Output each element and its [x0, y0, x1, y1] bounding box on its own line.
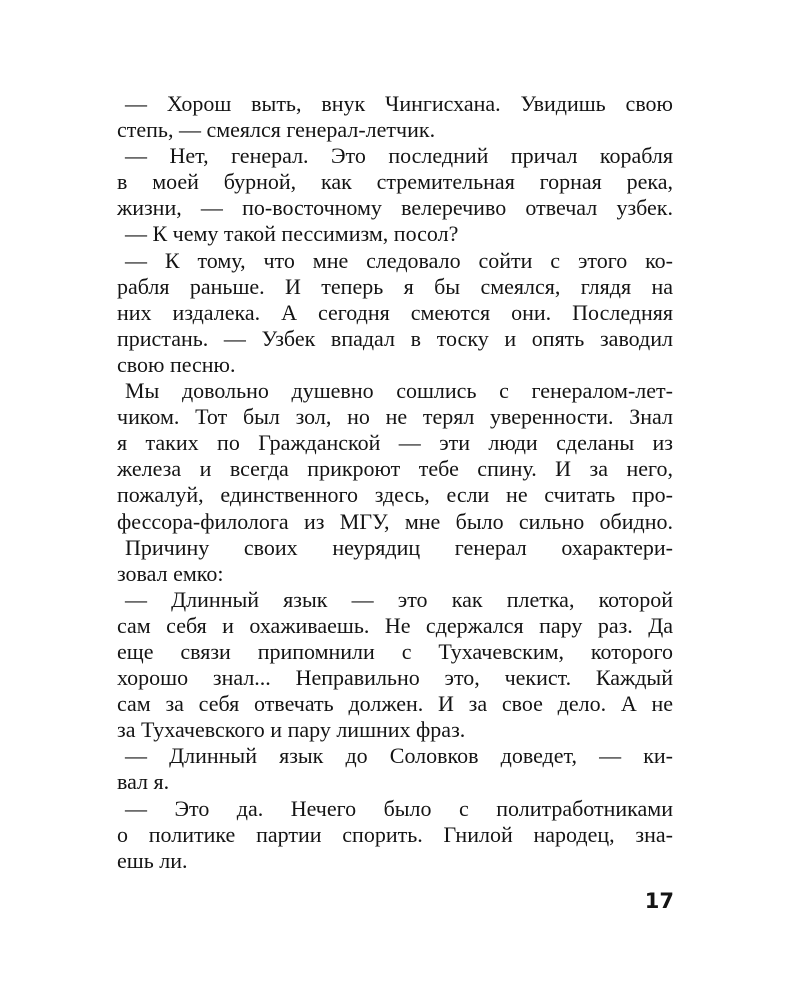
- text-line: фессора-филолога из МГУ, мне было сильно обидно.: [117, 508, 673, 534]
- text-line: жизни, — по-восточному велеречиво отвечал узбек.: [117, 195, 673, 221]
- text-line: сам за себя отвечать должен. И за свое дело. А не: [117, 691, 673, 717]
- text-line: я таких по Гражданской — эти люди сделаны из: [117, 430, 673, 456]
- text-line: — Это да. Нечего было с политработниками: [125, 795, 673, 821]
- text-line: пристань. — Узбек впадал в тоску и опять заводил: [117, 325, 673, 351]
- text-line: свою песню.: [117, 351, 236, 377]
- text-line: — К тому, что мне следовало сойти с этого ко-: [125, 247, 673, 273]
- text-line: пожалуй, единственного здесь, если не считать про-: [117, 482, 673, 508]
- text-line: зовал емко:: [117, 560, 224, 586]
- page-number: 17: [644, 889, 674, 913]
- text-line: за Тухачевского и пару лишних фраз.: [117, 717, 466, 743]
- text-line: железа и всегда прикроют тебе спину. И за него,: [117, 456, 673, 482]
- text-line: Мы довольно душевно сошлись с генералом-лет-: [125, 378, 673, 404]
- text-line: сам себя и охаживаешь. Не сдержался пару раз. Да: [117, 612, 673, 638]
- text-line: — Нет, генерал. Это последний причал корабля: [125, 143, 673, 169]
- text-line: ешь ли.: [117, 847, 188, 873]
- text-line: них издалека. А сегодня смеются они. Последняя: [117, 299, 673, 325]
- text-line: о политике партии спорить. Гнилой народец, зна-: [117, 821, 673, 847]
- text-line: рабля раньше. И теперь я бы смеялся, глядя на: [117, 273, 673, 299]
- text-line: вал я.: [117, 769, 170, 795]
- text-line: — Длинный язык — это как плетка, которой: [125, 586, 673, 612]
- text-line: в моей бурной, как стремительная горная река,: [117, 169, 673, 195]
- text-line: Причину своих неурядиц генерал охарактери-: [125, 534, 673, 560]
- text-line: чиком. Тот был зол, но не терял уверенности. Знал: [117, 404, 673, 430]
- text-line: — К чему такой пессимизм, посол?: [125, 221, 459, 247]
- text-line: степь, — смеялся генерал-летчик.: [117, 117, 436, 143]
- text-line: хорошо знал... Неправильно это, чекист. Каждый: [117, 665, 673, 691]
- text-line: — Хорош выть, внук Чингисхана. Увидишь свою: [125, 91, 673, 116]
- text-line: — Длинный язык до Соловков доведет, — ки-: [125, 743, 673, 769]
- body-text: [117, 91, 673, 874]
- text-line: еще связи припомнили с Тухачевским, которого: [117, 638, 673, 664]
